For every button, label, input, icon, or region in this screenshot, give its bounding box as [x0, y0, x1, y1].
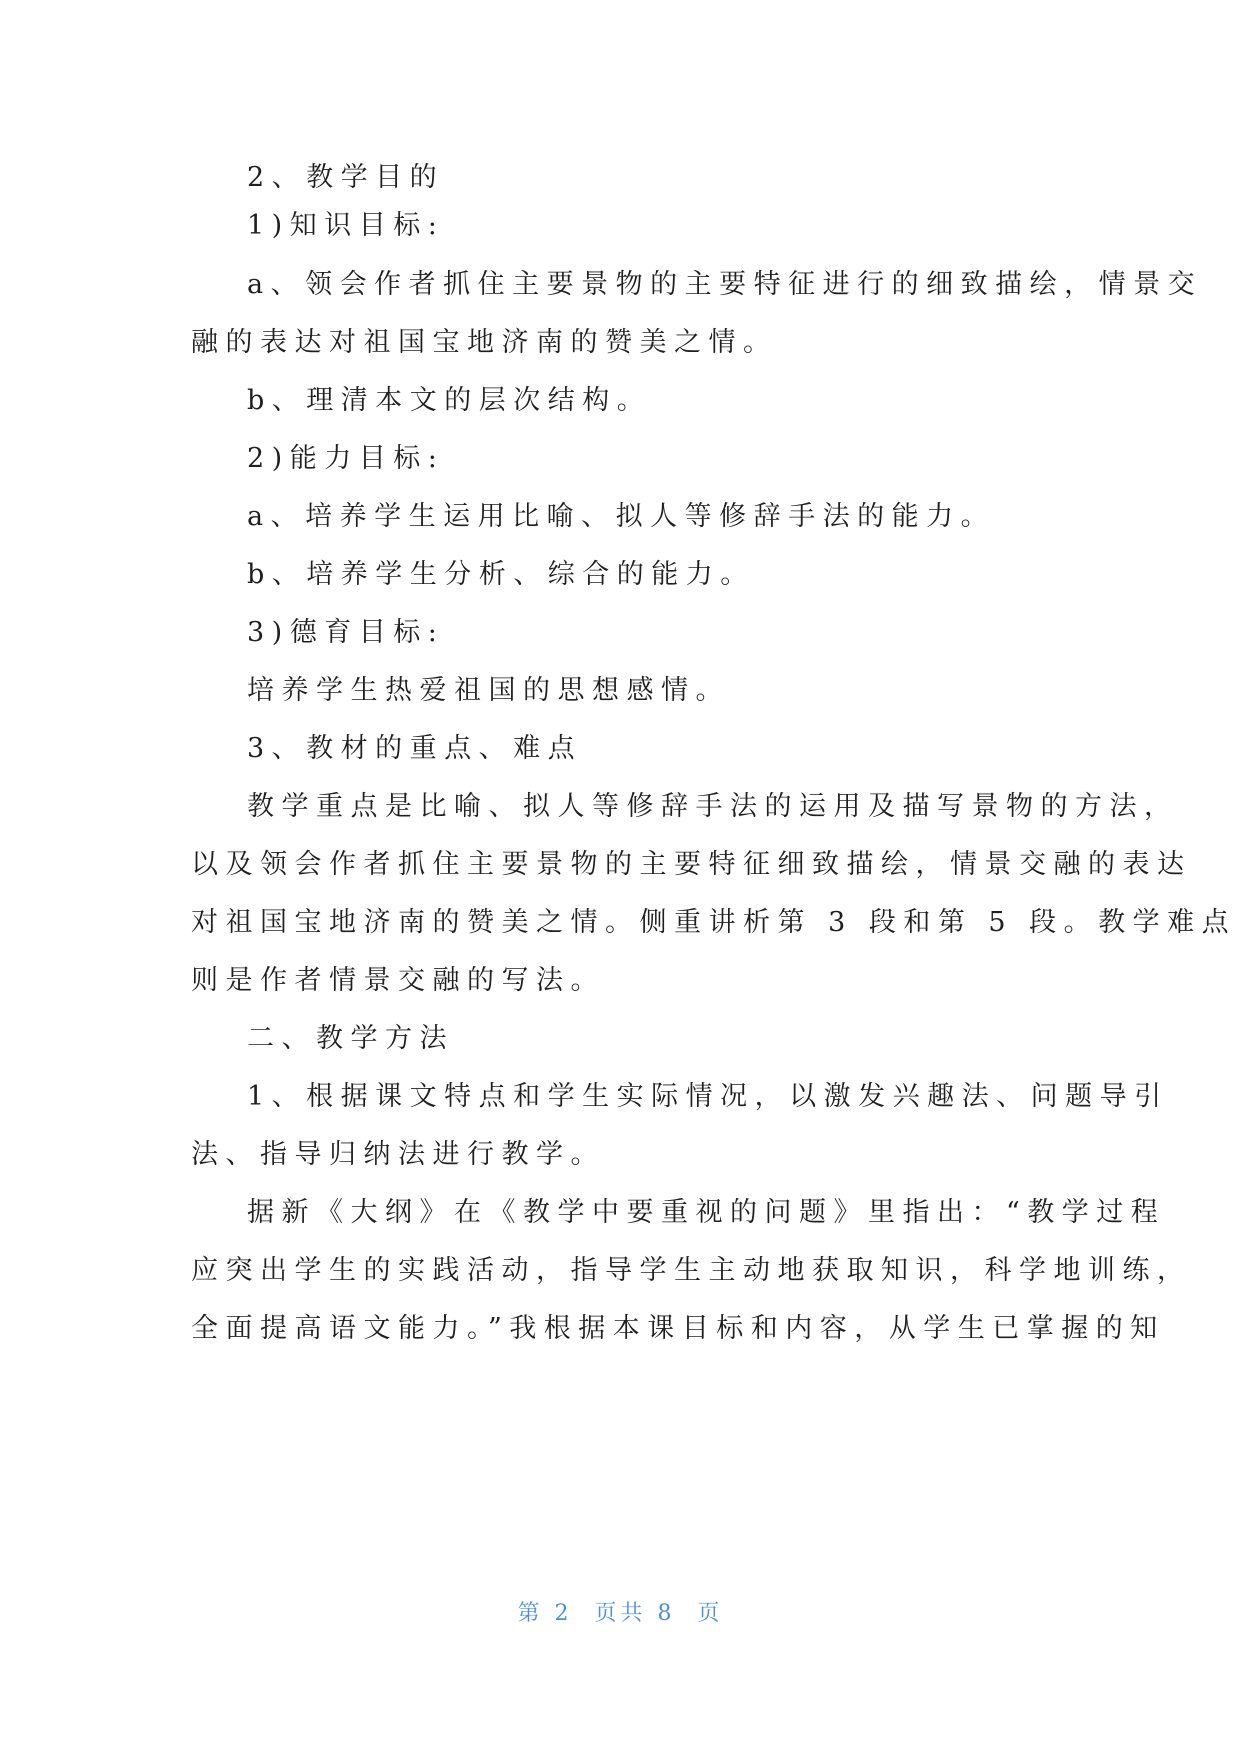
paragraph-line: 据新《大纲》在《教学中要重视的问题》里指出：“教学过程: [247, 1197, 1166, 1228]
paragraph-line: 1、根据课文特点和学生实际情况，以激发兴趣法、问题导引: [247, 1081, 1169, 1112]
paragraph-line: b、理清本文的层次结构。: [247, 385, 652, 416]
heading-teaching-purpose: 2、教学目的: [247, 162, 445, 193]
subheading-moral-goal: 3)德育目标:: [247, 617, 445, 648]
paragraph-line: 全面提高语文能力。”我根据本课目标和内容，从学生已掌握的知: [191, 1313, 1165, 1344]
paragraph-line: 对祖国宝地济南的赞美之情。侧重讲析第 3 段和第 5 段。教学难点: [191, 907, 1237, 938]
paragraph-line: b、培养学生分析、综合的能力。: [247, 559, 755, 590]
page-number-text: 第 2 页共 8 页: [517, 1601, 724, 1626]
heading-teaching-method: 二、教学方法: [247, 1023, 454, 1054]
paragraph-line: a、培养学生运用比喻、拟人等修辞手法的能力。: [247, 501, 996, 532]
paragraph-line: 应突出学生的实践活动，指导学生主动地获取知识，科学地训练，: [191, 1255, 1192, 1286]
paragraph-line: 融的表达对祖国宝地济南的赞美之情。: [191, 327, 778, 358]
page-number-footer: [0, 1596, 1241, 1627]
subheading-knowledge-goal: 1)知识目标:: [247, 210, 445, 241]
paragraph-line: 教学重点是比喻、拟人等修辞手法的运用及描写景物的方法，: [247, 791, 1179, 822]
subheading-ability-goal: 2)能力目标:: [247, 443, 445, 474]
paragraph-line: a、领会作者抓住主要景物的主要特征进行的细致描绘，情景交: [247, 269, 1203, 300]
paragraph-line: 培养学生热爱祖国的思想感情。: [247, 675, 730, 706]
paragraph-line: 法、指导归纳法进行教学。: [191, 1139, 605, 1170]
heading-key-points: 3、教材的重点、难点: [247, 733, 583, 764]
paragraph-line: 以及领会作者抓住主要景物的主要特征细致描绘，情景交融的表达: [191, 849, 1192, 880]
paragraph-line: 则是作者情景交融的写法。: [191, 965, 605, 996]
